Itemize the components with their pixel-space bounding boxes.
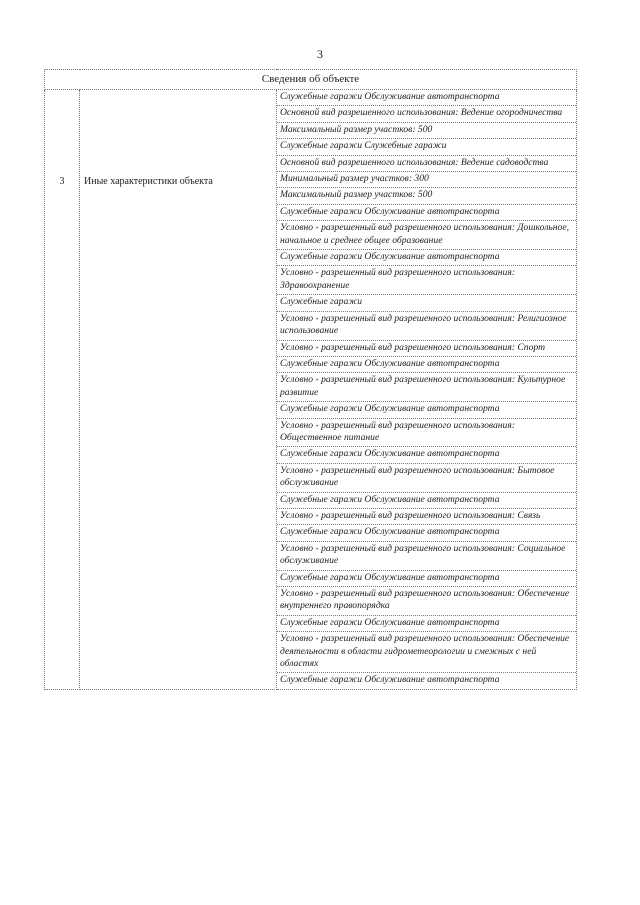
list-item: Служебные гаражи Обслуживание автотранспорта [277, 447, 576, 463]
list-item: Служебные гаражи [277, 295, 576, 311]
list-item: Условно - разрешенный вид разрешенного использования: Религиозное использование [277, 312, 576, 341]
row-values-cell [277, 90, 577, 690]
list-item: Максимальный размер участков: 500 [277, 123, 576, 139]
page-number: 3 [317, 47, 323, 61]
list-item: Служебные гаражи Обслуживание автотранспорта [277, 90, 576, 106]
list-item: Служебные гаражи Обслуживание автотранспорта [277, 357, 576, 373]
list-item: Условно - разрешенный вид разрешенного использования: Обеспечение деятельности в области гидрометеорологии и смежных с ней областях [277, 632, 576, 673]
list-item: Служебные гаражи Обслуживание автотранспорта [277, 250, 576, 266]
list-item: Условно - разрешенный вид разрешенного использования: Здравоохранение [277, 266, 576, 295]
list-item: Максимальный размер участков: 500 [277, 188, 576, 204]
list-item: Условно - разрешенный вид разрешенного использования: Социальное обслуживание [277, 542, 576, 571]
list-item: Условно - разрешенный вид разрешенного использования: Бытовое обслуживание [277, 464, 576, 493]
list-item: Служебные гаражи Обслуживание автотранспорта [277, 205, 576, 221]
row-name: Иные характеристики объекта [84, 176, 213, 187]
list-item: Условно - разрешенный вид разрешенного использования: Спорт [277, 341, 576, 357]
list-item: Минимальный размер участков: 300 [277, 172, 576, 188]
table-header-row [45, 70, 577, 90]
list-item: Условно - разрешенный вид разрешенного использования: Связь [277, 509, 576, 525]
list-item: Служебные гаражи Обслуживание автотранспорта [277, 616, 576, 632]
row-name-cell [80, 90, 277, 690]
list-item: Служебные гаражи Обслуживание автотранспорта [280, 674, 500, 686]
table-header: Сведения об объекте [45, 70, 577, 90]
object-info-table [44, 69, 577, 690]
list-item: Условно - разрешенный вид разрешенного использования: Дошкольное, начальное и среднее общее образование [277, 221, 576, 250]
list-item: Служебные гаражи Обслуживание автотранспорта [277, 525, 576, 541]
row-number-cell [45, 90, 80, 690]
list-item: Условно - разрешенный вид разрешенного использования: Культурное развитие [277, 373, 576, 402]
list-item: Служебные гаражи Обслуживание автотранспорта [277, 571, 576, 587]
list-item: Служебные гаражи Служебные гаражи [277, 139, 576, 155]
list-item: Основной вид разрешенного использования: Ведение садоводства [277, 156, 576, 172]
row-number: 3 [59, 176, 65, 187]
list-item: Условно - разрешенный вид разрешенного использования: Общественное питание [277, 419, 576, 448]
table-row [45, 90, 577, 690]
entries-list [277, 90, 576, 689]
list-item: Условно - разрешенный вид разрешенного использования: Обеспечение внутреннего правопорядка [277, 587, 576, 616]
list-item: Основной вид разрешенного использования: Ведение огородничества [277, 106, 576, 122]
list-item: Служебные гаражи Обслуживание автотранспорта [277, 402, 576, 418]
list-item: Служебные гаражи Обслуживание автотранспорта [277, 493, 576, 509]
